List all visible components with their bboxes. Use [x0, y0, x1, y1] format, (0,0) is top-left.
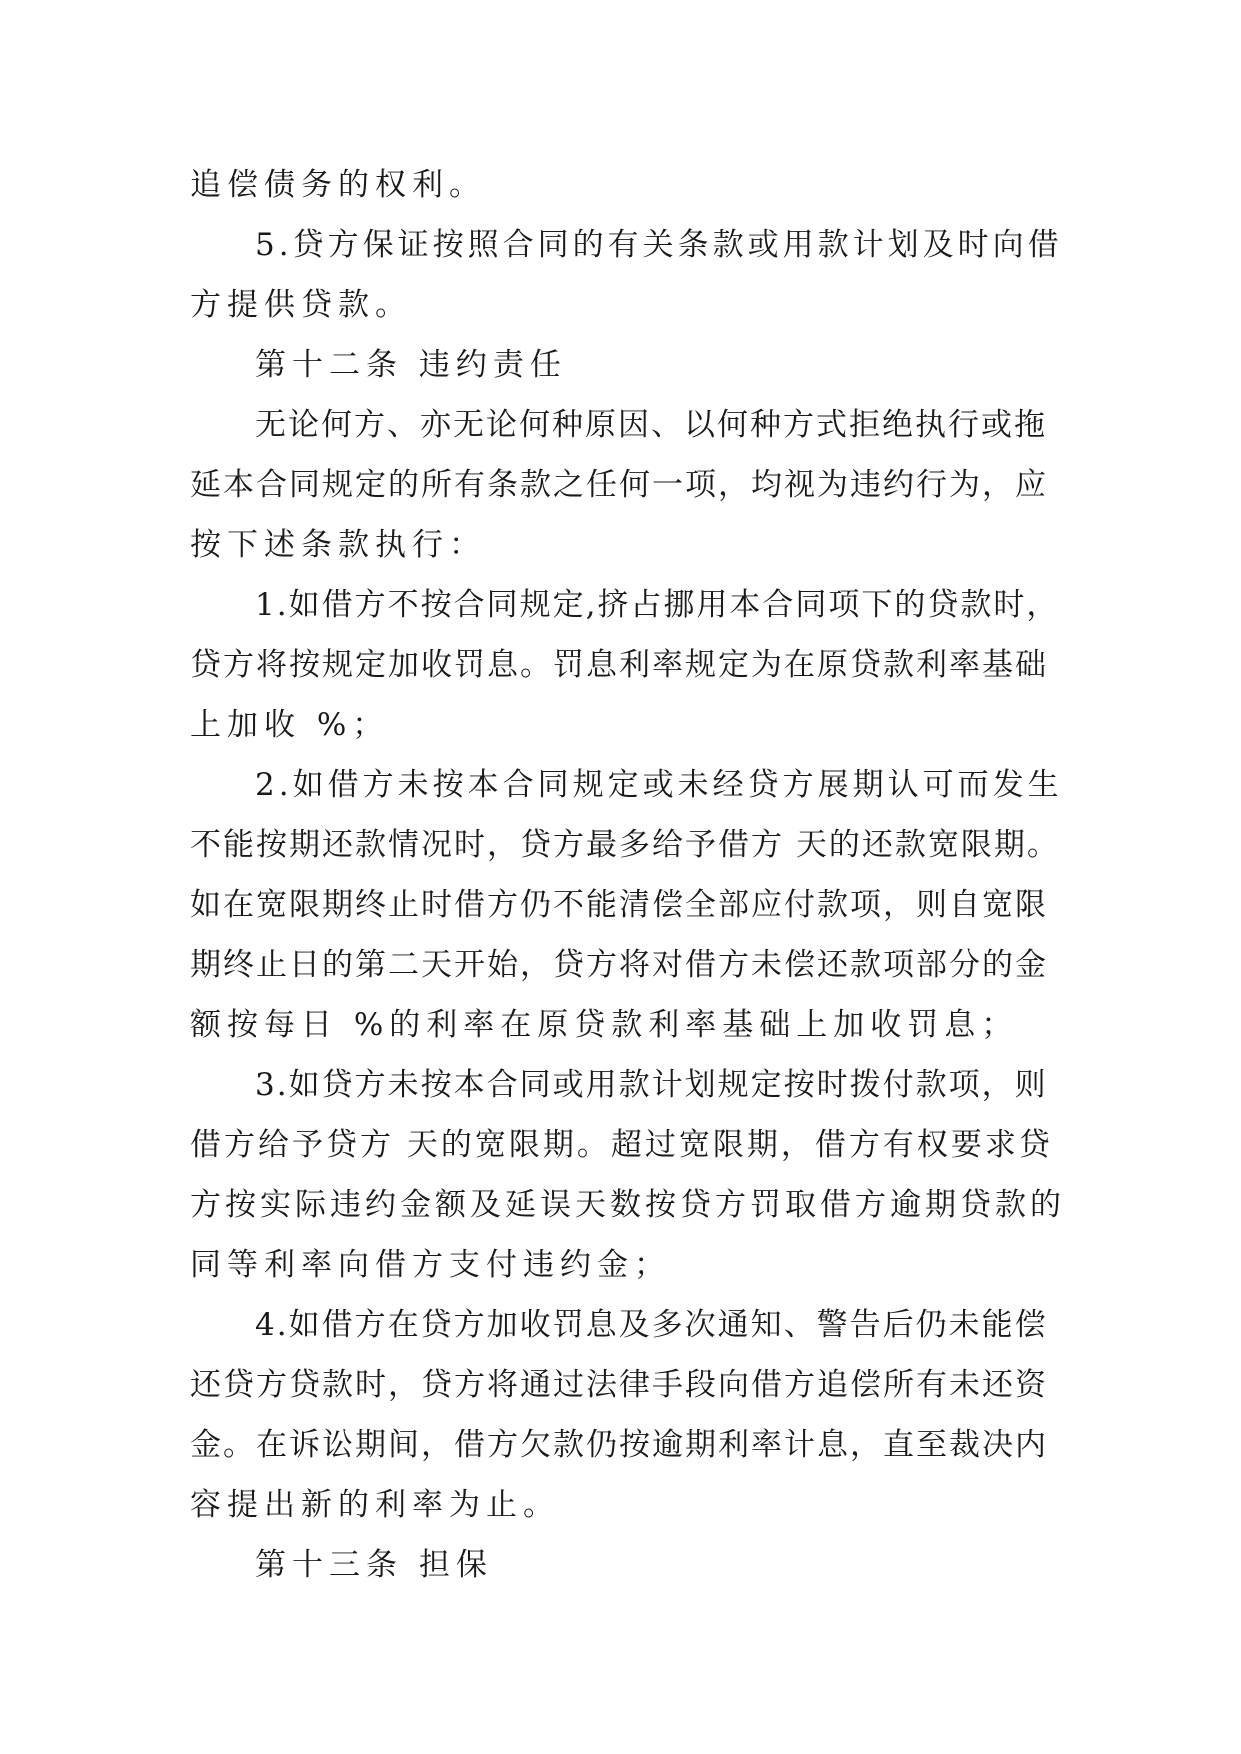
text-line: 无论何方、亦无论何种原因、以何种方式拒绝执行或拖: [255, 407, 1047, 443]
text-line: 还贷方贷款时，贷方将通过法律手段向借方追偿所有未还资: [190, 1367, 1048, 1403]
text-line: 不能按期还款情况时，贷方最多给予借方 天的还款宽限期。: [190, 827, 1060, 863]
text-line: 借方给予贷方 天的宽限期。超过宽限期，借方有权要求贷: [190, 1127, 1053, 1163]
clause-3-line: 3.如贷方未按本合同或用款计划规定按时拨付款项，则: [255, 1067, 1048, 1103]
text-line: 额按每日 %的利率在原贷款利率基础上加收罚息；: [190, 1007, 1019, 1043]
clause-1-line: 1.如借方不按合同规定,挤占挪用本合同项下的贷款时，: [255, 587, 1060, 623]
clause-4-line: 4.如借方在贷方加收罚息及多次通知、警告后仍未能偿: [255, 1307, 1048, 1343]
text-line: 同等利率向借方支付违约金；: [190, 1247, 671, 1283]
clause-5-line: 5.贷方保证按照合同的有关条款或用款计划及时向借: [255, 227, 1063, 263]
article-12-heading: 第十二条 违约责任: [255, 347, 567, 383]
text-line: 期终止日的第二天开始，贷方将对借方未偿还款项部分的金: [190, 947, 1048, 983]
text-line: 上加收 %；: [190, 707, 390, 743]
text-line: 延本合同规定的所有条款之任何一项，均视为违约行为，应: [190, 467, 1048, 503]
text-line: 金。在诉讼期间，借方欠款仍按逾期利率计息，直至裁决内: [190, 1427, 1048, 1463]
article-13-heading: 第十三条 担保: [255, 1547, 493, 1583]
text-line: 按下述条款执行：: [190, 527, 486, 563]
text-line: 方提供贷款。: [190, 287, 412, 323]
clause-2-line: 2.如借方未按本合同规定或未经贷方展期认可而发生: [255, 767, 1063, 803]
text-line: 容提出新的利率为止。: [190, 1487, 560, 1523]
text-line: 贷方将按规定加收罚息。罚息利率规定为在原贷款利率基础: [190, 647, 1048, 683]
text-line: 追偿债务的权利。: [190, 167, 486, 203]
text-line: 如在宽限期终止时借方仍不能清偿全部应付款项，则自宽限: [190, 887, 1048, 923]
text-line: 方按实际违约金额及延误天数按贷方罚取借方逾期贷款的: [190, 1187, 1065, 1223]
